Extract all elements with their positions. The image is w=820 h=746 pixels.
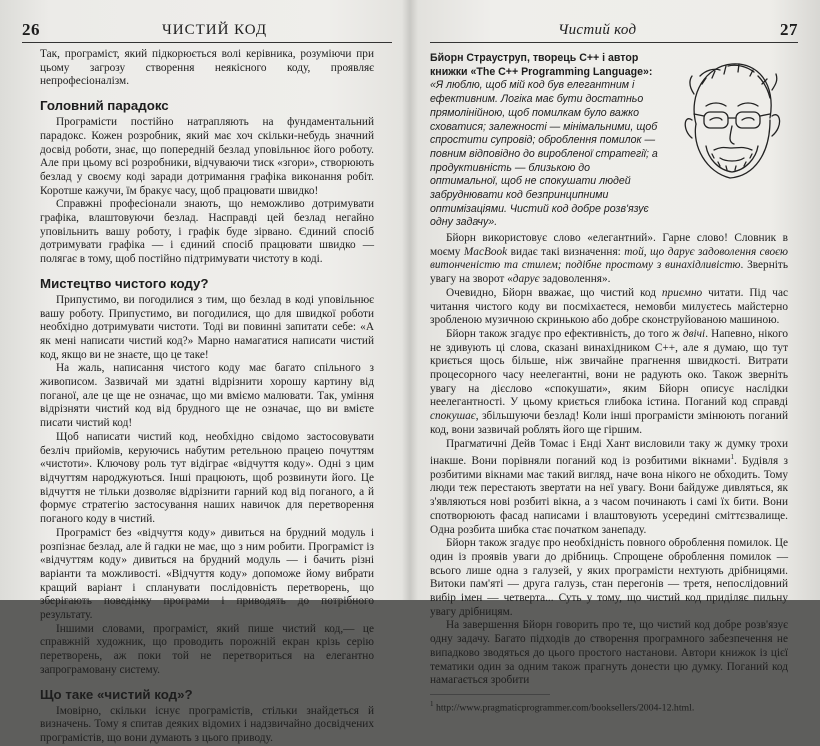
text-run: , збільшуючи безлад! Коли інші програмісти змінюють поганий код, вони зазвичай роблять його ще гіршим.	[430, 410, 788, 436]
section-heading: Мистецтво чистого коду?	[40, 275, 209, 291]
running-head: Чистий код	[558, 22, 637, 38]
paragraph: На жаль, написання чистого коду має багато спільного з живописом. Зазвичай ми здатні відрізнити хорошу картину від поганої, але це ще не означає, що ми вміємо малювати. Так, уміння відрізняти чистий код від брудного ще не означає, що ви вмієте писати чистий код!	[40, 362, 374, 430]
text-run: Бйорн також згадує про ефективність, до того ж	[446, 327, 683, 340]
header-rule	[430, 42, 798, 43]
paragraph	[430, 438, 788, 538]
emphasis-text: дарує	[512, 273, 540, 286]
paragraph	[430, 537, 788, 619]
paragraph: Програміст без «відчуття коду» дивиться на брудний модуль і розпізнає безлад, але й гадки не має, що з ним робити. Програміст із «відчуттям коду» дивиться на брудний модуль — і бачить різні варіанти та можливості. «Відчуття коду» допоможе йому вибрати кращий варіант і спланувати послідовність перетворень, що зберігають поведінку програми і приводять до потрібного результату.	[40, 526, 374, 622]
right-page	[412, 0, 820, 714]
paragraph: Припустимо, ви погодилися з тим, що безлад в коді уповільнює вашу роботу. Припустимо, ви погодилися, що для швидкої роботи необхідно дотримувати чистоти. Тоді ви повинні запитати себе: «А як мені написати чистий код?» Марно намагатися написати чистий код, якщо ви не знаєте, що це таке!	[40, 293, 374, 361]
footnote-mark: 1	[430, 699, 434, 708]
paragraph: Так, програміст, який підкорюється волі керівника, розуміючи при цьому загрозу створення неякісного коду, проявляє непрофесіоналізм.	[40, 48, 374, 88]
paragraph	[430, 287, 788, 328]
right-text-column	[430, 48, 788, 714]
paragraph	[430, 232, 788, 287]
right-body-text	[430, 232, 788, 688]
page-number: 26	[22, 20, 40, 39]
paragraph: Справжні професіонали знають, що неможливо дотримувати графіка, влаштовуючи безлад. Насправді цей безлад негайно уповільнить вашу роботу, і графік буде зірвано. Єдиний спосіб дотримувати графіка — і єдиний спосіб працювати швидко — полягає в тому, щоб постійно підтримувати чистоту в коді.	[40, 198, 374, 266]
left-page	[0, 0, 408, 744]
header-rule	[22, 42, 392, 43]
text-run: . Напевно, нікого не здивують ці слова, сказані винахідником C++, але я думаю, що тут криється щось більше, ніж звичайне прагнення швидкості. Витрати процесорного часу неелегантні, вони не радують око. Також зверніть увагу на дієслово «спокушати», яким Бйорн описує наслідки неелегантності. У цьому криється глибока істина. Поганий код справді	[430, 327, 789, 409]
section-heading: Що таке «чистий код»?	[40, 686, 193, 702]
paragraph: Імовірно, скільки існує програмістів, стільки знайдеться й визначень. Тому я спитав деяких відомих і надзвичайно досвідчених програмістів, що вони думають з цього приводу.	[40, 704, 374, 744]
text-run: задоволення».	[539, 273, 611, 286]
quote-text	[430, 52, 660, 230]
paragraph: Щоб написати чистий код, необхідно свідомо застосовувати безліч прийомів, керуючись набутим ретельною працею почуттям «чистоти». Ключову роль тут відіграє «відчуття коду». Одні з цим відчуттям народжуються. Інші працюють, щоб розвинути його. Це відчуття не тільки дозволяє відрізнити гарний код від поганого, а й формує стратегію застосування наших навичок для перетворення поганого коду в чистий.	[40, 430, 374, 526]
stroustrup-portrait-illustration	[666, 54, 790, 188]
emphasis-text: той, що дарує задоволення своєю витонченістю та стилем; подібне простому з винахідливістю	[430, 245, 788, 272]
text-run: Очевидно, Бйорн вважає, що чистий код	[446, 286, 662, 299]
page-number: 27	[780, 20, 798, 39]
text-run: Прагматичні Дейв Томас і Енді Хант висловили таку ж думку трохи інакше. Вони порівняли поганий код із розбитими вікнами	[430, 437, 788, 468]
text-run: . Зверніть увагу на зворот «	[430, 259, 788, 286]
quote-attribution: Бйорн Страуструп, творець C++ і автор книжки «The C++ Programming Language»:	[430, 52, 653, 78]
text-run: Бйорн використовує слово «елегантний». Гарне слово! Словник в моєму	[430, 232, 788, 258]
footnote-rule	[430, 694, 550, 695]
left-text-column	[40, 48, 374, 746]
stroustrup-quote	[430, 52, 788, 228]
text-run: видає такі визначення:	[507, 245, 625, 258]
footnote	[430, 698, 788, 714]
paragraph: Програмісти постійно натрапляють на фундаментальний парадокс. Кожен розробник, який має хоч скільки-небудь значний досвід роботи, знає, що попередній безлад уповільнює його роботу. Але при цьому всі розробники, відчуваючи тиск «згори», створюють безлад у своєму коді заради дотримання графіка виконання робіт. Коротше кажучи, їм бракує часу, щоб працювати швидко!	[40, 116, 374, 197]
text-run: На завершення Бйорн говорить про те, що чистий код добре розв'язує одну задачу. Багато підходів до створення програмного забезпечення не випадково зводяться до цього простого настанови. Автори книжок із цієї тематики один за одним також прагнуть донести цю думку. Поганий код намагається зробити	[430, 619, 788, 687]
text-run: читати. Під час читання чистого коду ви посміхаєтеся, немовби милуєтесь майстерно зробленою музичною скринькою або добре сконструйованою машиною.	[430, 286, 788, 327]
emphasis-text: приємно	[661, 286, 703, 299]
text-run: Бйорн також згадує про необхідність повного оброблення помилок. Це один із проявів уваги до дрібниць. Спрощене оброблення помилок — всього лише одна з галузей, у яких програмісти нехтують дрібницями. Витоки пам'яті — друга галузь, стан перегонів — третя, непослідовний вибір імен — четверта... Суть у тому, що чистий код приділяє пильну увагу дрібницям.	[430, 537, 788, 618]
footnote-url[interactable]: http://www.pragmaticprogrammer.com/booksellers/2004-12.html.	[435, 702, 695, 714]
running-head: ЧИСТИЙ КОД	[162, 22, 268, 38]
paragraph	[430, 328, 788, 438]
paragraph: Іншими словами, програміст, який пише чистий код,— це справжній художник, що проводить порожній екран крізь серію перетворень, аж поки той не перетвориться на елегантно запрограмовану систему.	[40, 622, 374, 676]
emphasis-text: MacBook	[463, 245, 508, 258]
quote-body: «Я люблю, щоб мій код був елегантним і ефективним. Логіка має бути достатньо прямолінійною, щоб помилкам було важко сховатися; залежності — мінімальними, щоб спростити супровід; оброблення помилок — повним відповідно до виробленої стратегії; а продуктивність — близькою до оптимальної, щоб не спокушати людей забруднювати код безпринципними оптимізаціями. Чистий код добре розв'язує одну задачу».	[430, 79, 658, 229]
text-run: . Будівля з розбитими вікнами має такий вигляд, наче вона нікого не обходить. Тому люди теж перестають звертати на неї увагу. Вони байдуже дивляться, як з'являються нові розбиті вікна, а з часом починають і самі їх бити. Вони спотворюють фасад написами і влаштовують усередині сміттєзвалище. Одна розбита шибка стає початком занепаду.	[430, 455, 788, 536]
paragraph	[430, 619, 788, 688]
section-heading: Головний парадокс	[40, 98, 169, 114]
emphasis-text: двічі	[682, 327, 706, 340]
emphasis-text: спокушає	[430, 410, 476, 423]
footnote-reference: 1	[730, 453, 735, 462]
